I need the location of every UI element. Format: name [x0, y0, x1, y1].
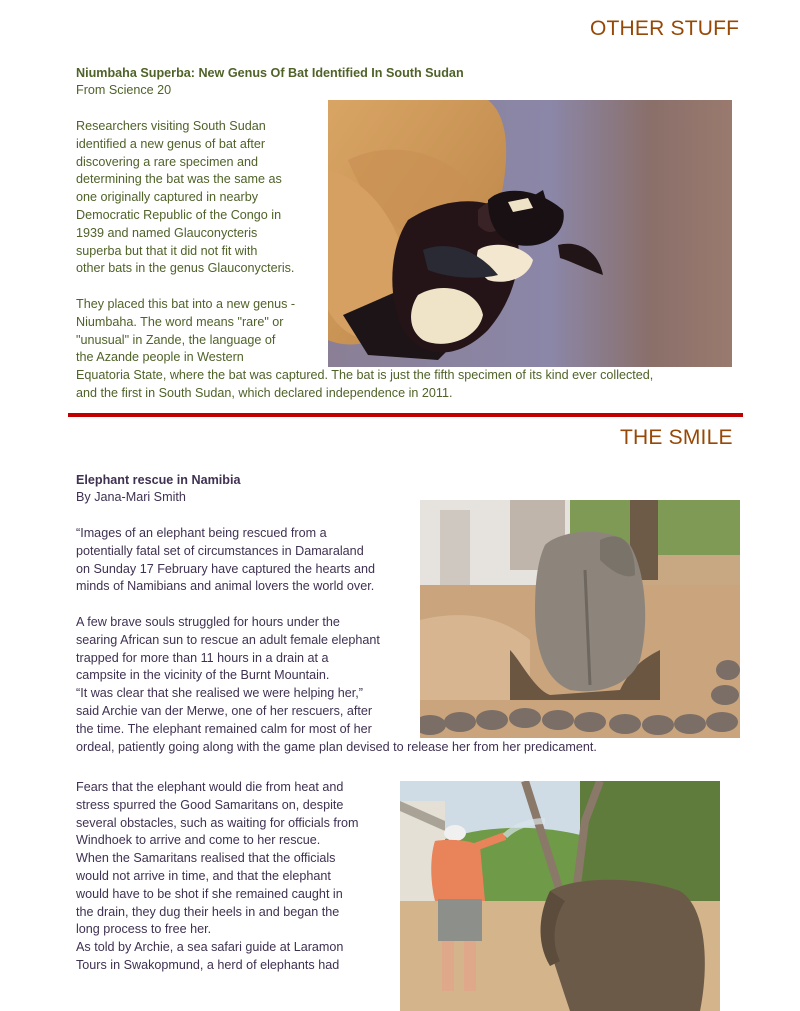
bat-article-paragraph-1: Researchers visiting South Sudan identified a new genus of bat after discovering a rare specimen and determining the bat was the same as one originally captured in nearby Democratic Republic of the Congo in 1939 and named Glauconycteris superba but that it did not fit with other bats in the genus Glauconycteris.	[76, 119, 295, 276]
elephant-article-headline: Elephant rescue in Namibia	[76, 473, 241, 487]
bat-article-source: From Science 20	[76, 83, 172, 97]
elephant-article-paragraph-1: “Images of an elephant being rescued from a potentially fatal set of circumstances in Damaraland on Sunday 17 February have captured the hearts and minds of Namibians and animal lovers the world over.	[76, 526, 375, 594]
section-divider	[68, 413, 743, 417]
man-hosing-elephant-photo	[400, 781, 720, 1011]
elephant-article-byline: By Jana-Mari Smith	[76, 490, 186, 504]
section-title-the-smile: THE SMILE	[620, 426, 733, 449]
elephant-in-drain-photo	[420, 500, 740, 738]
elephant-article-paragraph-2: A few brave souls struggled for hours under the searing African sun to rescue an adult female elephant trapped for more than 11 hours in a drain at a campsite in the vicinity of the Burnt Mountain. “It was clear that she realised we were helping her,” said Archie van der Merwe, one of her rescuers, after the time. The elephant remained calm for most of her ordeal, patiently going along with the game plan devised to release her from her predicament.	[76, 615, 597, 754]
bat-photo	[328, 100, 732, 367]
bat-article-headline: Niumbaha Superba: New Genus Of Bat Identified In South Sudan	[76, 66, 464, 80]
elephant-article-paragraph-3: Fears that the elephant would die from heat and stress spurred the Good Samaritans on, despite several obstacles, such as waiting for officials from Windhoek to arrive and come to her rescue. When the Samaritans realised that the officials would not arrive in time, and that the elephant would have to be shot if she remained caught in the drain, they dug their heels in and began the long process to free her. As told by Archie, a sea safari guide at Laramon Tours in Swakopmund, a herd of elephants had	[76, 780, 359, 972]
bat-article-paragraph-2: They placed this bat into a new genus - Niumbaha. The word means "rare" or "unusual" in Zande, the language of the Azande people in Western Equatoria State, where the bat was captured. The bat is just the fifth specimen of its kind ever collected, and the first in South Sudan, which declared independence in 2011.	[76, 297, 654, 400]
section-title-other-stuff: OTHER STUFF	[590, 17, 740, 40]
